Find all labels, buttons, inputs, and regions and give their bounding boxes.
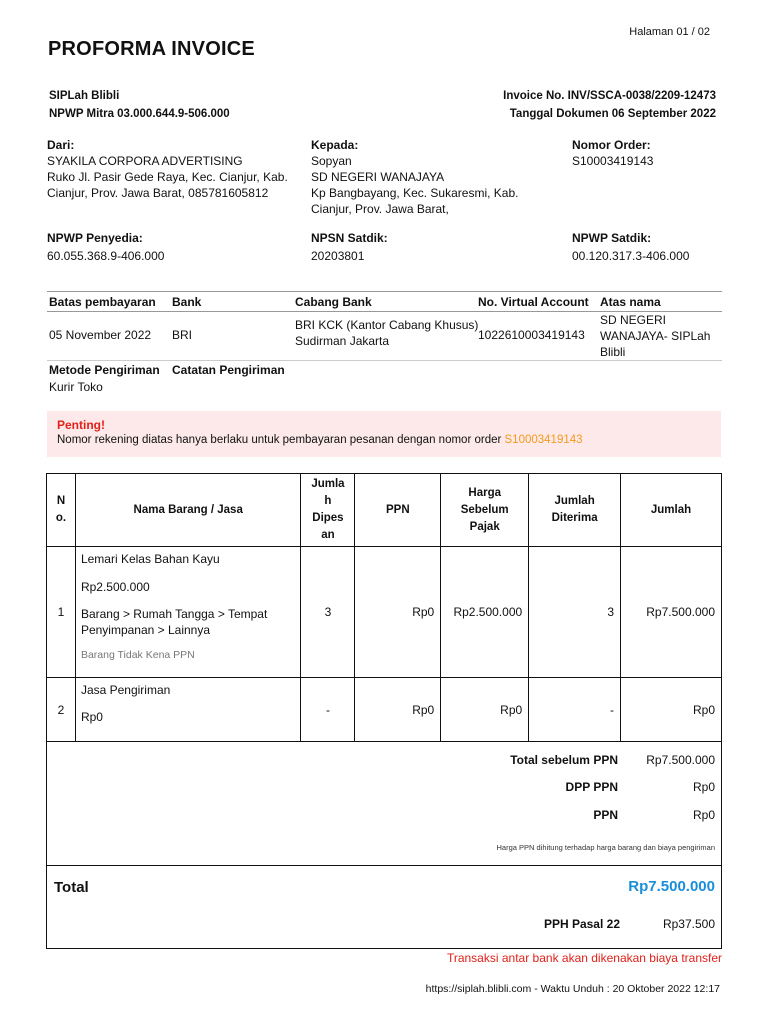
table-header-row xyxy=(47,474,722,547)
subtotal-label: Total sebelum PPN xyxy=(510,753,618,767)
row-price: Rp2.500.000 xyxy=(441,547,529,678)
bank-branch xyxy=(295,317,478,349)
dpp-label: DPP PPN xyxy=(565,780,618,794)
npwp-penyedia-value: 60.055.368.9-406.000 xyxy=(47,249,165,263)
from-line: Ruko Jl. Pasir Gede Raya, Kec. Cianjur, Kab. xyxy=(47,170,288,184)
payment-header: Atas nama xyxy=(600,295,661,309)
from-line: Cianjur, Prov. Jawa Barat, 085781605812 xyxy=(47,186,269,200)
bank-fee-warning: Transaksi antar bank akan dikenakan biaya transfer xyxy=(446,951,722,965)
table-row xyxy=(47,678,722,742)
account-name-line: Blibli xyxy=(600,345,626,359)
item-category: Barang > Rumah Tangga > Tempat Penyimpanan > Lainnya xyxy=(80,607,268,637)
notice-title: Penting! xyxy=(57,418,105,432)
row-received: 3 xyxy=(529,547,621,678)
bank-branch-line: BRI KCK (Kantor Cabang Khusus) xyxy=(295,318,479,332)
row-price: Rp0 xyxy=(441,678,529,742)
from-block xyxy=(47,137,288,201)
to-line: Kp Bangbayang, Kec. Sukaresmi, Kab. xyxy=(311,186,519,200)
to-line: SD NEGERI WANAJAYA xyxy=(311,170,445,184)
total-value: Rp7.500.000 xyxy=(628,878,715,895)
ppn-value: Rp0 xyxy=(692,808,715,822)
row-qty: - xyxy=(301,678,355,742)
col-header-received: Jumlah Diterima xyxy=(529,474,621,547)
row-qty: 3 xyxy=(301,547,355,678)
col-header-ppn: PPN xyxy=(355,474,441,547)
important-notice xyxy=(47,411,721,457)
virtual-account: 1022610003419143 xyxy=(478,328,585,342)
subtotal-value: Rp7.500.000 xyxy=(646,753,715,767)
pph-label: PPH Pasal 22 xyxy=(543,917,620,931)
npwp-satdik-label: NPWP Satdik: xyxy=(572,231,652,245)
ppn-label: PPN xyxy=(593,808,618,822)
row-received: - xyxy=(529,678,621,742)
page-number: Halaman 01 / 02 xyxy=(629,26,710,38)
bank-name: BRI xyxy=(172,328,193,342)
npwp-penyedia-label: NPWP Penyedia: xyxy=(47,231,143,245)
row-total: Rp0 xyxy=(621,678,722,742)
due-date: 05 November 2022 xyxy=(49,328,152,342)
shipping-method: Kurir Toko xyxy=(49,380,103,394)
to-line: Cianjur, Prov. Jawa Barat, xyxy=(311,202,449,216)
shipping-notes-label: Catatan Pengiriman xyxy=(172,363,285,377)
invoice-number: Invoice No. INV/SSCA-0038/2209-12473 xyxy=(503,90,716,102)
item-name: Jasa Pengiriman xyxy=(80,683,171,697)
row-total: Rp7.500.000 xyxy=(621,547,722,678)
col-header-name: Nama Barang / Jasa xyxy=(75,474,301,547)
dpp-value: Rp0 xyxy=(692,780,715,794)
to-label: Kepada: xyxy=(311,138,359,152)
payment-header: Cabang Bank xyxy=(295,295,372,309)
bank-branch-line: Sudirman Jakarta xyxy=(295,334,390,348)
npsn-label: NPSN Satdik: xyxy=(311,231,388,245)
from-line: SYAKILA CORPORA ADVERTISING xyxy=(47,154,243,168)
row-item xyxy=(75,678,301,742)
payment-header: No. Virtual Account xyxy=(478,295,589,309)
col-header-price: Harga Sebelum Pajak xyxy=(441,474,529,547)
table-row xyxy=(47,547,722,678)
divider xyxy=(47,291,722,292)
row-no: 1 xyxy=(47,547,76,678)
ppn-note: Harga PPN dihitung terhadap harga barang dan biaya pengiriman xyxy=(496,843,715,852)
item-unit-price: Rp0 xyxy=(80,710,103,724)
from-label: Dari: xyxy=(47,138,75,152)
notice-message: Nomor rekening diatas hanya berlaku untuk pembayaran pesanan dengan nomor order xyxy=(57,434,505,446)
divider xyxy=(47,865,721,866)
to-block xyxy=(311,137,518,217)
divider xyxy=(47,360,722,361)
item-tax-note: Barang Tidak Kena PPN xyxy=(80,649,195,661)
order-block xyxy=(572,137,653,169)
col-header-qty: Jumla h Dipes an xyxy=(301,474,355,547)
row-ppn: Rp0 xyxy=(355,678,441,742)
account-name xyxy=(600,312,710,360)
col-header-total: Jumlah xyxy=(621,474,722,547)
order-number: S10003419143 xyxy=(572,154,654,168)
pph-value: Rp37.500 xyxy=(662,917,715,931)
seller-npwp: NPWP Mitra 03.000.644.9-506.000 xyxy=(49,108,230,120)
row-no: 2 xyxy=(47,678,76,742)
item-unit-price: Rp2.500.000 xyxy=(80,580,150,594)
npwp-satdik-value: 00.120.317.3-406.000 xyxy=(572,249,690,263)
notice-text xyxy=(57,434,711,446)
shipping-method-label: Metode Pengiriman xyxy=(49,363,160,377)
invoice-date: Tanggal Dokumen 06 September 2022 xyxy=(509,108,716,120)
account-name-line: SD NEGERI xyxy=(600,313,667,327)
footer-url[interactable]: https://siplah.blibli.com - Waktu Unduh : 20 Oktober 2022 12:17 xyxy=(425,983,720,995)
page-title: PROFORMA INVOICE xyxy=(48,38,255,60)
npsn-block xyxy=(311,229,388,265)
item-name: Lemari Kelas Bahan Kayu xyxy=(80,552,220,566)
npwp-penyedia-block xyxy=(47,229,164,265)
notice-order-number: S10003419143 xyxy=(504,434,583,446)
items-table xyxy=(46,473,722,742)
npwp-satdik-block xyxy=(572,229,689,265)
order-label: Nomor Order: xyxy=(572,138,651,152)
col-header-no: N o. xyxy=(47,474,76,547)
summary-box xyxy=(46,742,722,949)
to-line: Sopyan xyxy=(311,154,352,168)
npsn-value: 20203801 xyxy=(311,249,365,263)
total-label: Total xyxy=(54,879,89,896)
payment-header: Bank xyxy=(172,295,202,309)
account-name-line: WANAJAYA- SIPLah xyxy=(600,329,711,343)
row-item xyxy=(75,547,301,678)
seller-name: SIPLah Blibli xyxy=(49,90,120,102)
row-ppn: Rp0 xyxy=(355,547,441,678)
payment-header: Batas pembayaran xyxy=(49,295,156,309)
